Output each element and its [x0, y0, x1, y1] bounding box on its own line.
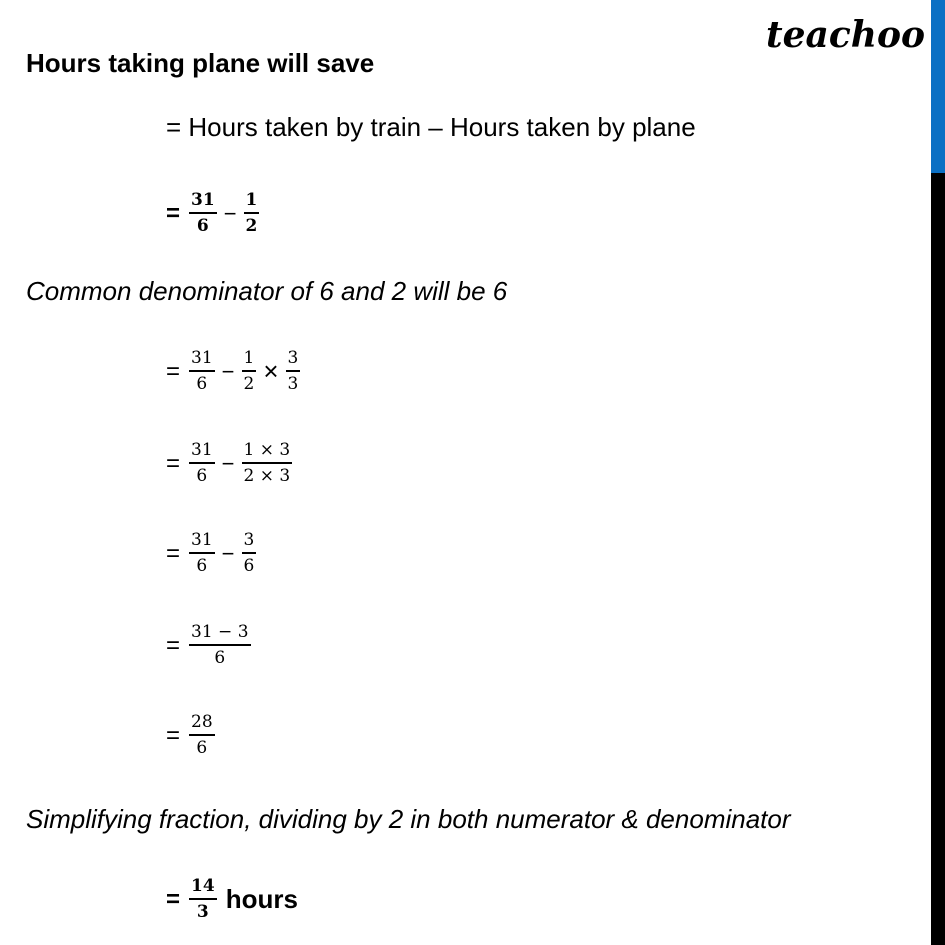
- denominator: 6: [243, 556, 255, 576]
- equation-step-6: [166, 714, 218, 757]
- fraction: [189, 532, 215, 575]
- denominator: 6: [196, 374, 208, 394]
- teachoo-logo: teachoo: [766, 14, 925, 56]
- equals-sign: =: [166, 199, 181, 227]
- equals-sign: =: [166, 539, 181, 567]
- equation-step-2: [166, 350, 303, 393]
- equation-step-5: [166, 624, 254, 667]
- denominator: 6: [196, 556, 208, 576]
- numerator: 31: [189, 532, 215, 554]
- equation-step-1: [166, 192, 262, 235]
- denominator: 2: [243, 374, 255, 394]
- fraction: [189, 350, 215, 393]
- fraction: [189, 442, 215, 485]
- minus-operator: −: [223, 200, 237, 226]
- fraction: [242, 532, 257, 575]
- sidebar-accent-black: [931, 173, 945, 945]
- note-simplifying: Simplifying fraction, dividing by 2 in both numerator & denominator: [26, 804, 791, 834]
- equation-step-3: [166, 442, 295, 485]
- unit-label: hours: [225, 884, 298, 914]
- denominator: 2 × 3: [243, 466, 291, 486]
- minus-operator: −: [221, 358, 235, 384]
- equals-sign: =: [166, 631, 181, 659]
- denominator: 6: [214, 648, 226, 668]
- numerator: 28: [189, 714, 215, 736]
- numerator: 1: [244, 192, 260, 214]
- numerator: 31 − 3: [189, 624, 251, 646]
- fraction: [189, 624, 251, 667]
- denominator: 6: [196, 216, 209, 236]
- section-heading: Hours taking plane will save: [26, 48, 375, 78]
- equals-sign: =: [166, 449, 181, 477]
- numerator: 31: [189, 350, 215, 372]
- fraction: [189, 192, 217, 235]
- denominator: 2: [245, 216, 258, 236]
- final-result: [166, 878, 298, 921]
- fraction: [242, 350, 257, 393]
- equals-sign: =: [166, 885, 181, 913]
- fraction: [244, 192, 260, 235]
- numerator: 3: [286, 350, 301, 372]
- fraction: [189, 878, 217, 921]
- numerator: 1 × 3: [242, 442, 293, 464]
- numerator: 31: [189, 442, 215, 464]
- note-common-denominator: Common denominator of 6 and 2 will be 6: [26, 276, 508, 306]
- sidebar-accent-blue: [931, 0, 945, 173]
- denominator: 3: [287, 374, 299, 394]
- equals-sign: =: [166, 357, 181, 385]
- denominator: 6: [196, 466, 208, 486]
- equals-sign: =: [166, 721, 181, 749]
- fraction: [189, 714, 215, 757]
- fraction: [242, 442, 293, 485]
- numerator: 1: [242, 350, 257, 372]
- denominator: 3: [196, 902, 209, 922]
- numerator: 31: [189, 192, 217, 214]
- minus-operator: −: [221, 540, 235, 566]
- fraction: [286, 350, 301, 393]
- times-operator: ×: [263, 356, 279, 386]
- numerator: 14: [189, 878, 217, 900]
- denominator: 6: [196, 738, 208, 758]
- numerator: 3: [242, 532, 257, 554]
- equation-line-1: = Hours taken by train – Hours taken by plane: [166, 112, 696, 142]
- minus-operator: −: [221, 450, 235, 476]
- equation-step-4: [166, 532, 259, 575]
